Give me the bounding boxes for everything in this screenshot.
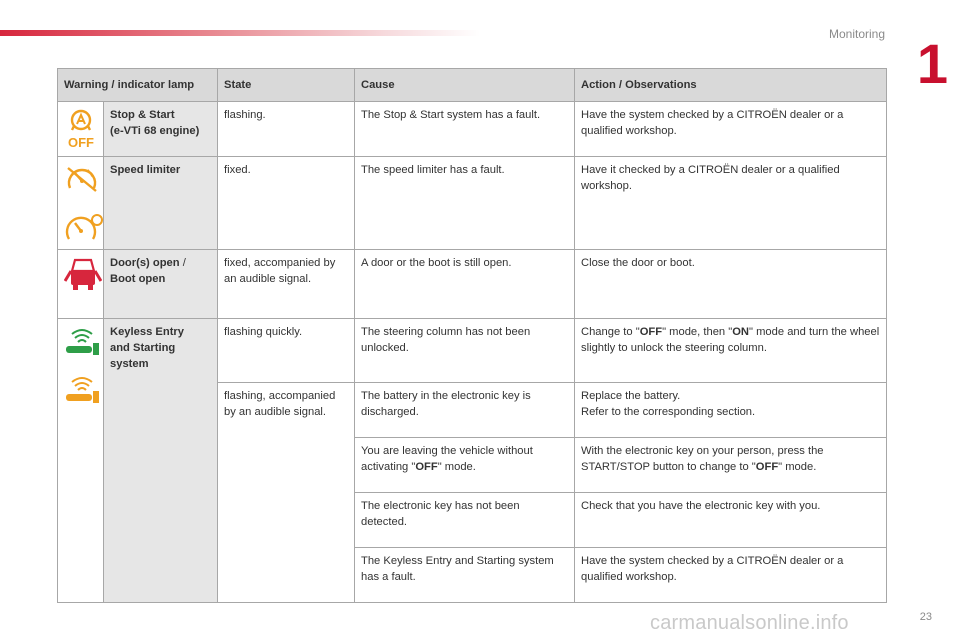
action-cell: Have the system checked by a CITROËN dealer or a qualified workshop. <box>575 102 887 157</box>
cause-cell: A door or the boot is still open. <box>355 250 575 319</box>
off-label: OFF <box>68 135 94 149</box>
watermark: carmanualsonline.info <box>650 612 849 634</box>
action-cell: With the electronic key on your person, press the START/STOP button to change to "OFF" mode. <box>575 438 887 493</box>
action-cell: Have it checked by a CITROËN dealer or a qualified workshop. <box>575 157 887 250</box>
state-cell: fixed. <box>218 157 355 250</box>
keyless-battery-icon <box>64 374 100 404</box>
icon-cell <box>58 102 104 157</box>
cause-cell: The battery in the electronic key is discharged. <box>355 383 575 438</box>
table-header-row <box>58 69 887 102</box>
lamp-name: Stop & Start (e-VTi 68 engine) <box>104 102 218 157</box>
action-cell: Have the system checked by a CITROËN dealer or a qualified workshop. <box>575 548 887 603</box>
table-row <box>58 102 887 157</box>
lamp-name: Speed limiter <box>104 157 218 250</box>
stop-start-off-icon <box>64 109 98 149</box>
state-cell: flashing, accompanied by an audible signal. <box>218 383 355 603</box>
lamp-name: Keyless Entry and Starting system <box>104 319 218 603</box>
cause-cell: The steering column has not been unlocked. <box>355 319 575 383</box>
header-accent-bar <box>0 30 480 36</box>
state-cell: flashing. <box>218 102 355 157</box>
icon-cell <box>58 157 104 250</box>
speed-limiter-icon <box>64 212 104 244</box>
icon-cell <box>58 250 104 319</box>
state-cell: fixed, accompanied by an audible signal. <box>218 250 355 319</box>
speed-limiter-fault-icon <box>64 164 100 194</box>
chapter-number: 1 <box>916 32 948 95</box>
table-row <box>58 250 887 319</box>
action-cell: Close the door or boot. <box>575 250 887 319</box>
door-open-icon <box>64 257 102 293</box>
lamp-name: Door(s) open / Boot open <box>104 250 218 319</box>
column-header-lamp: Warning / indicator lamp <box>58 69 218 102</box>
table-row <box>58 157 887 250</box>
action-cell: Replace the battery. Refer to the corresponding section. <box>575 383 887 438</box>
cause-cell: The electronic key has not been detected. <box>355 493 575 548</box>
column-header-action: Action / Observations <box>575 69 887 102</box>
cause-cell: The speed limiter has a fault. <box>355 157 575 250</box>
cause-cell: You are leaving the vehicle without activating "OFF" mode. <box>355 438 575 493</box>
state-cell: flashing quickly. <box>218 319 355 383</box>
section-title: Monitoring <box>828 27 885 41</box>
cause-cell: The Stop & Start system has a fault. <box>355 102 575 157</box>
cause-cell: The Keyless Entry and Starting system has a fault. <box>355 548 575 603</box>
action-cell: Change to "OFF" mode, then "ON" mode and turn the wheel slightly to unlock the steering column. <box>575 319 887 383</box>
action-cell: Check that you have the electronic key with you. <box>575 493 887 548</box>
keyless-entry-icon <box>64 326 100 356</box>
table-row <box>58 319 887 383</box>
column-header-cause: Cause <box>355 69 575 102</box>
warning-lamps-table <box>57 68 887 603</box>
page-number: 23 <box>919 611 932 623</box>
icon-cell <box>58 319 104 603</box>
column-header-state: State <box>218 69 355 102</box>
